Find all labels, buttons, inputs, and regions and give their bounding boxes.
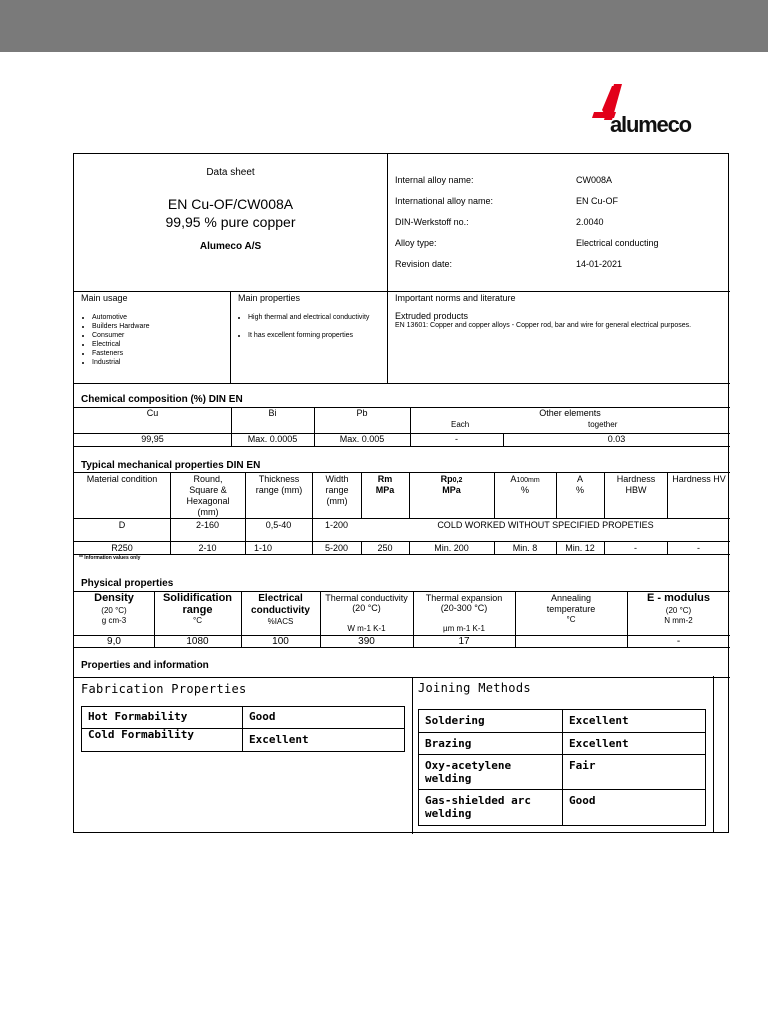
phys-h-therm-exp-l1: µm m-1 K-1	[443, 624, 485, 633]
mech-h-a100: A	[510, 474, 517, 484]
join-val-0: Excellent	[569, 714, 629, 727]
physical-heading: Physical properties	[81, 578, 174, 589]
join-val-3: Good	[569, 794, 596, 807]
phys-v-therm-exp: 17	[458, 636, 470, 647]
mech-h-a-unit: %	[575, 485, 584, 495]
mech-h-condition: Material condition	[86, 474, 158, 484]
mech-r1-condition: D	[118, 520, 126, 530]
mech-r2-condition: R250	[111, 543, 133, 553]
chem-sub-each: Each	[451, 420, 470, 429]
mech-h-rp: Rp	[440, 474, 453, 484]
mech-r1-width: 1-200	[324, 520, 349, 530]
info-value-3: Electrical conducting	[576, 238, 659, 248]
mech-r2-thickness: 1-10	[254, 543, 273, 553]
company-name: Alumeco A/S	[199, 241, 262, 252]
phys-h-emod-l2: N mm-2	[664, 616, 693, 625]
mech-h-width: Width range (mm)	[325, 474, 349, 506]
mech-h-rp-unit: MPa	[442, 485, 461, 495]
fab-val-0: Good	[249, 710, 276, 723]
norms-heading: Important norms and literature	[395, 293, 516, 303]
chemical-heading: Chemical composition (%) DIN EN	[81, 394, 243, 405]
info-key-1: International alloy name:	[395, 196, 494, 206]
info-key-0: Internal alloy name:	[395, 175, 474, 185]
mech-h-a: A	[576, 474, 583, 484]
phys-h-elec-l1: %IACS	[267, 617, 294, 626]
chem-col-pb: Pb	[356, 408, 368, 418]
main-properties-heading: Main properties	[238, 293, 301, 303]
mech-h-a100-sub: 100mm	[516, 477, 540, 484]
usage-item: • Automotive	[92, 313, 242, 322]
usage-item: • Consumer	[92, 331, 242, 340]
info-value-4: 14-01-2021	[576, 259, 623, 269]
phys-h-anneal-l1: °C	[566, 615, 576, 624]
mech-r2-round: 2-10	[198, 543, 217, 553]
joining-heading: Joining Methods	[418, 681, 531, 695]
join-key-3: Gas-shielded arc welding	[425, 794, 531, 820]
chem-val-bi: Max. 0.0005	[247, 434, 298, 444]
phys-h-solid: Solidification range	[162, 592, 233, 616]
mech-r1-note: COLD WORKED WITHOUT SPECIFIED PROPETIES	[437, 520, 654, 530]
join-key-1: Brazing	[425, 737, 472, 750]
mech-r1-round: 2-160	[195, 520, 220, 530]
mech-r2-rp: Min. 200	[434, 543, 469, 553]
mechanical-heading: Typical mechanical properties DIN EN	[81, 460, 261, 471]
phys-v-emod: -	[676, 636, 681, 647]
phys-h-solid-l1: °C	[193, 616, 202, 625]
mech-h-rm-unit: MPa	[375, 485, 395, 495]
chem-col-bi: Bi	[268, 408, 277, 418]
info-value-0: CW008A	[576, 175, 613, 185]
main-properties-list	[234, 313, 393, 340]
norms-sub: Extruded products	[395, 311, 469, 321]
mech-r2-a100: Min. 8	[512, 543, 538, 553]
mech-h-hv: Hardness HV	[672, 474, 726, 484]
chem-col-other: Other elements	[539, 408, 601, 418]
phys-h-therm-cond-l1: W m-1 K-1	[347, 624, 386, 633]
top-banner	[0, 0, 768, 52]
usage-item: • Fasteners	[92, 349, 242, 358]
mech-h-thickness: Thickness range (mm)	[255, 474, 303, 495]
phys-h-density: Density	[94, 592, 134, 604]
chem-val-each: -	[455, 434, 458, 444]
phys-h-anneal: Annealing temperature	[546, 593, 596, 614]
phys-h-therm-cond: Thermal conductivity (20 °C)	[325, 593, 408, 613]
mech-r2-rm: 250	[377, 543, 393, 553]
alumeco-logo	[592, 82, 722, 138]
main-usage-heading: Main usage	[81, 293, 128, 303]
property-item: • High thermal and electrical conductivity	[248, 313, 393, 322]
mech-h-a100-unit: %	[520, 485, 529, 495]
info-value-1: EN Cu-OF	[576, 196, 619, 206]
mech-r1-thickness: 0,5-40	[265, 520, 292, 530]
chem-sub-together: together	[588, 420, 618, 429]
alloy-title: EN Cu-OF/CW008A	[167, 196, 294, 212]
info-key-2: DIN-Werkstoff no.:	[395, 217, 469, 227]
main-usage-list	[78, 313, 242, 367]
join-key-2: Oxy-acetylene welding	[425, 759, 512, 785]
fabrication-heading: Fabrication Properties	[81, 682, 247, 696]
phys-v-density: 9,0	[107, 636, 121, 647]
mech-h-rp-sub: 0,2	[452, 477, 463, 484]
info-value-2: 2.0040	[576, 217, 604, 227]
phys-h-density-l1: (20 °C)	[101, 606, 127, 615]
chem-val-cu: 99,95	[141, 434, 164, 444]
info-key-4: Revision date:	[395, 259, 453, 269]
fab-key-0: Hot Formability	[88, 710, 188, 723]
phys-v-elec: 100	[272, 636, 289, 647]
norms-text: EN 13601: Copper and copper alloys - Copper rod, bar and wire for general electrical purposes.	[395, 322, 692, 329]
join-val-1: Excellent	[569, 737, 629, 750]
usage-item: • Industrial	[92, 358, 242, 367]
chem-val-together: 0.03	[607, 434, 626, 444]
mech-note: ** Information values only	[79, 555, 141, 561]
phys-h-density-l2: g cm-3	[101, 616, 127, 625]
join-key-0: Soldering	[425, 714, 485, 727]
phys-h-elec: Electrical conductivity	[251, 593, 310, 616]
phys-v-therm-cond: 390	[358, 636, 375, 647]
info-key-3: Alloy type:	[395, 238, 437, 248]
usage-item: • Electrical	[92, 340, 242, 349]
phys-h-therm-exp: Thermal expansion (20-300 °C)	[425, 593, 503, 613]
purity-title: 99,95 % pure copper	[165, 214, 296, 230]
fab-val-1: Excellent	[249, 733, 309, 746]
phys-h-emod-l1: (20 °C)	[665, 606, 692, 615]
phys-v-solid: 1080	[186, 636, 209, 647]
mech-h-round: Round, Square & Hexagonal (mm)	[186, 474, 230, 517]
phys-h-emod: E - modulus	[647, 592, 710, 604]
props-info-heading: Properties and information	[81, 660, 209, 671]
mech-r2-hbw: -	[634, 543, 637, 553]
chem-col-cu: Cu	[146, 408, 159, 418]
usage-item: • Builders Hardware	[92, 322, 242, 331]
mech-r2-hv: -	[697, 543, 700, 553]
mech-h-rm: Rm	[377, 474, 393, 484]
mech-r2-width: 5-200	[324, 543, 349, 553]
join-val-2: Fair	[569, 759, 596, 772]
logo-text: alumeco	[610, 112, 691, 137]
property-item: • It has excellent forming properties	[248, 331, 393, 340]
chem-val-pb: Max. 0.005	[339, 434, 385, 444]
doc-label: Data sheet	[206, 167, 255, 178]
mech-h-hbw: Hardness HBW	[616, 474, 656, 495]
mech-r2-a: Min. 12	[565, 543, 595, 553]
fab-key-1: Cold Formability	[88, 728, 194, 741]
